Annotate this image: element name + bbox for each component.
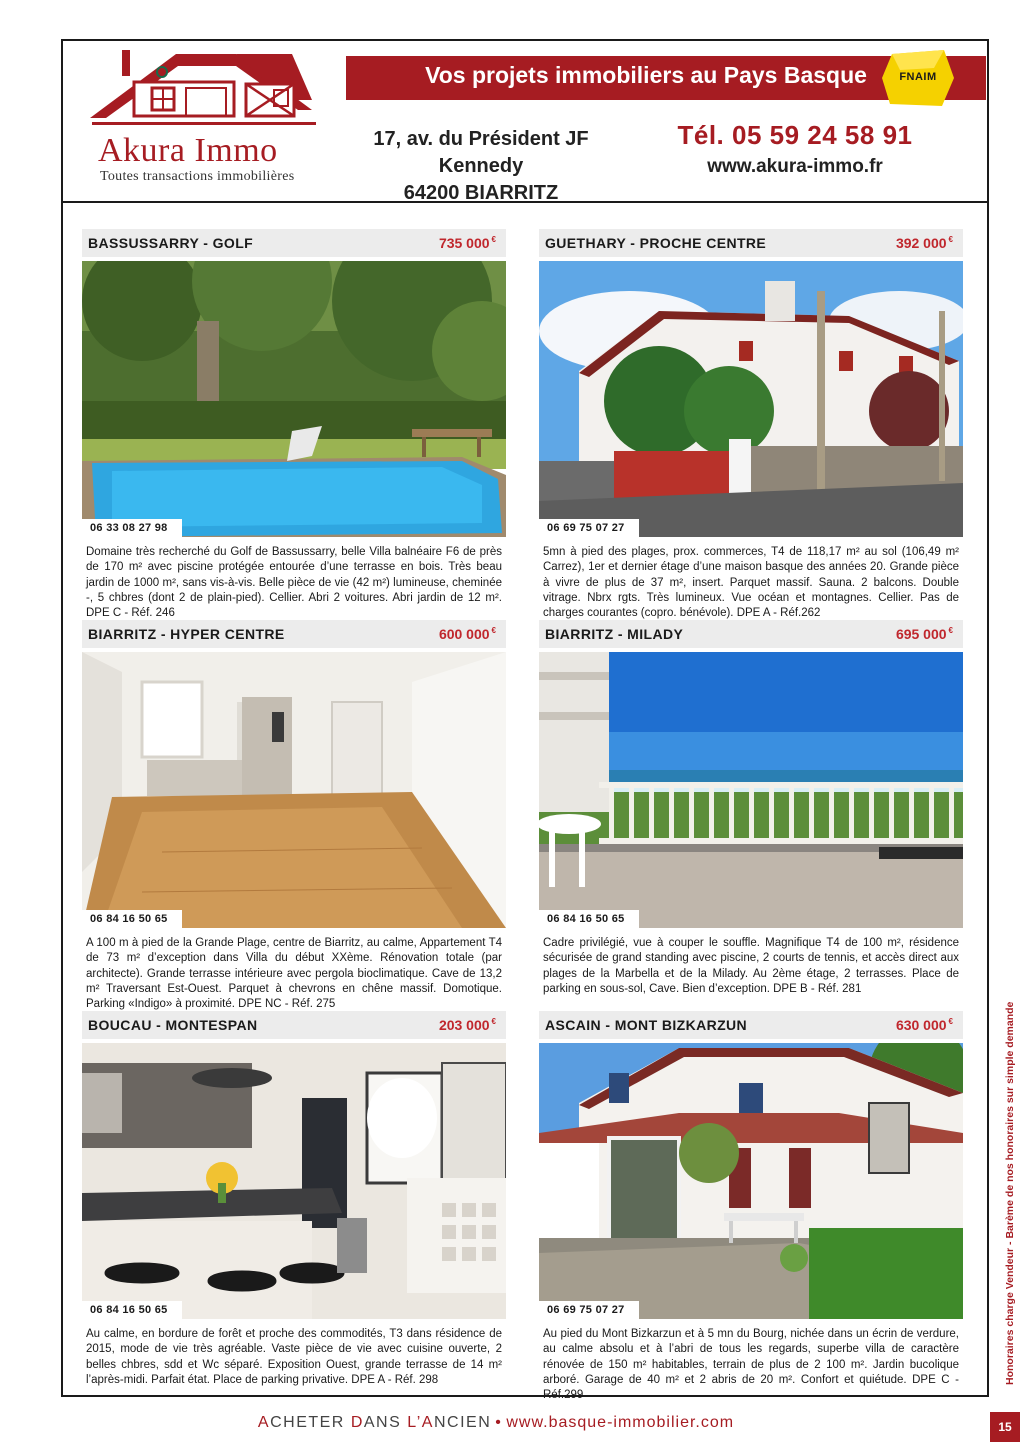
listing-title: ASCAIN - MONT BIZKARZUN	[545, 1017, 748, 1033]
listing-photo[interactable]	[82, 1043, 506, 1319]
listing-card[interactable]	[539, 620, 963, 1000]
listing-photo[interactable]	[539, 1043, 963, 1319]
listing-description: Domaine très recherché du Golf de Bassussarry, belle Villa balnéaire F6 de près de 170 m² avec piscine protégée entourée d’une terrasse en bois. Très beau jardin de 1000 m², sans vis-à-vis. Belle pièce de vie (42 m²) lumineuse, cheminée -, 5 chbres (dont 2 de plain-pied). Cellier. Abri 2 voitures. Abri jardin de 12 m². DPE C - Réf. 246	[86, 546, 502, 620]
listing-card[interactable]	[539, 1011, 963, 1402]
listing-card[interactable]	[82, 620, 506, 1011]
listing-price: 735 000 €	[438, 235, 496, 251]
footer-separator: •	[495, 1414, 503, 1431]
agency-name: Akura Immo	[98, 132, 278, 169]
listing-price: 695 000 €	[895, 626, 953, 642]
agency-website[interactable]: www.akura-immo.fr	[707, 156, 883, 177]
listing-price: 600 000 €	[438, 626, 496, 642]
listing-description: 5mn à pied des plages, prox. commerces, T4 de 118,17 m² au sol (106,49 m² Carrez), 1er et dernier étage d’une maison basque des années 20. Grande pièce à vivre de plus de 37 m², insert. Parquet massif. Sauna. 2 balcons. Double vitrage. Nbrx rgts. Très lumineux. Vue océan et montagnes. Cellier. Pas de charges courantes (copro. bénévole). DPE A - Réf.262	[543, 546, 959, 620]
agency-tagline: Toutes transactions immobilières	[100, 169, 295, 184]
listing-title: BIARRITZ - MILADY	[545, 626, 684, 642]
listing-card[interactable]	[82, 229, 506, 620]
listing-header	[539, 620, 963, 648]
listing-phone: 06 84 16 50 65	[82, 910, 182, 930]
listing-description: Au pied du Mont Bizkarzun et à 5 mn du Bourg, nichée dans un écrin de verdure, au calme absolu et à l’abri de tous les regards, superbe villa de caractère rénovée de 150 m² habitables, terrain de plus de 2 100 m². Jardin bucolique arboré. Garage de 40 m² et 2 abris de 20 m². Confort et quiétude. DPE C - Réf.299	[543, 1328, 959, 1402]
listing-header	[82, 620, 506, 648]
address-line-1: 17, av. du Président JF Kennedy	[373, 128, 589, 177]
address-line-2: 64200 BIARRITZ	[403, 182, 559, 204]
listing-phone: 06 33 08 27 98	[82, 519, 182, 539]
listing-title: BOUCAU - MONTESPAN	[88, 1017, 258, 1033]
listing-phone: 06 84 16 50 65	[539, 910, 639, 930]
listing-phone: 06 69 75 07 27	[539, 1301, 639, 1321]
listing-header	[539, 1011, 963, 1039]
listing-photo[interactable]	[82, 261, 506, 537]
fee-notice	[992, 1001, 1016, 1385]
listing-price: 630 000 €	[895, 1017, 953, 1033]
listing-card[interactable]	[539, 229, 963, 620]
banner-title: Vos projets immobiliers au Pays Basque	[425, 62, 867, 88]
listing-photo[interactable]	[82, 652, 506, 928]
listing-title: GUETHARY - PROCHE CENTRE	[545, 235, 767, 251]
listing-title: BASSUSSARRY - GOLF	[88, 235, 254, 251]
agency-phone: Tél. 05 59 24 58 91	[677, 120, 913, 150]
listing-photo[interactable]	[539, 652, 963, 928]
listing-title: BIARRITZ - HYPER CENTRE	[88, 626, 285, 642]
agency-address	[346, 126, 616, 207]
listing-phone: 06 84 16 50 65	[82, 1301, 182, 1321]
listing-card[interactable]	[82, 1011, 506, 1391]
fee-notice-text: Honoraires charge Vendeur - Barème de nos honoraires sur simple demande	[1004, 1001, 1016, 1385]
listing-header	[82, 1011, 506, 1039]
agency-logo	[86, 48, 322, 188]
listing-description: A 100 m à pied de la Grande Plage, centre de Biarritz, au calme, Appartement T4 de 73 m² d’exception dans Villa du début XXème. Rénovation totale (par architecte). Grande terrasse intérieure avec pergola bioclimatique. Cave de 13,2 m² Traversant Est-Ouest. Parquet à chevrons en chêne massif. Domotique. Parking «Indigo» à proximité. DPE NC - Réf. 275	[86, 937, 502, 1011]
footer-website-link[interactable]: www.basque-immobilier.com	[506, 1414, 735, 1431]
fnaim-label: FNAIM	[899, 71, 937, 83]
listing-header	[82, 229, 506, 257]
page-number: 15	[990, 1412, 1020, 1442]
listing-photo[interactable]	[539, 261, 963, 537]
listing-phone: 06 69 75 07 27	[539, 519, 639, 539]
footer-slogan: ACHETER DANS L’ANCIEN • www.basque-immobilier.com	[257, 1414, 735, 1431]
listing-header	[539, 229, 963, 257]
listing-description: Cadre privilégié, vue à couper le souffle. Magnifique T4 de 100 m², résidence sécurisée de grand standing avec piscine, 2 courts de tennis, et accès direct aux plages de la Marbella et de la Milady. Au 2ème étage, 2 terrasses. Place de parking en sous-sol, Cave. Bien d’exception. DPE B - Réf. 281	[543, 937, 959, 995]
listing-price: 203 000 €	[438, 1017, 496, 1033]
listing-price: 392 000 €	[895, 235, 953, 251]
house-logo-icon	[86, 48, 322, 132]
listing-description: Au calme, en bordure de forêt et proche des commodités, T3 dans résidence de 2015, mode de vie très agréable. Vaste pièce de vie avec cuisine ouverte, 2 belles chbres, sdd et Wc séparé. Exposition Ouest, grande terrasse de 14 m² l’après-midi. Parfait état. Place de parking privative. DPE A - Réf. 298	[86, 1328, 502, 1386]
